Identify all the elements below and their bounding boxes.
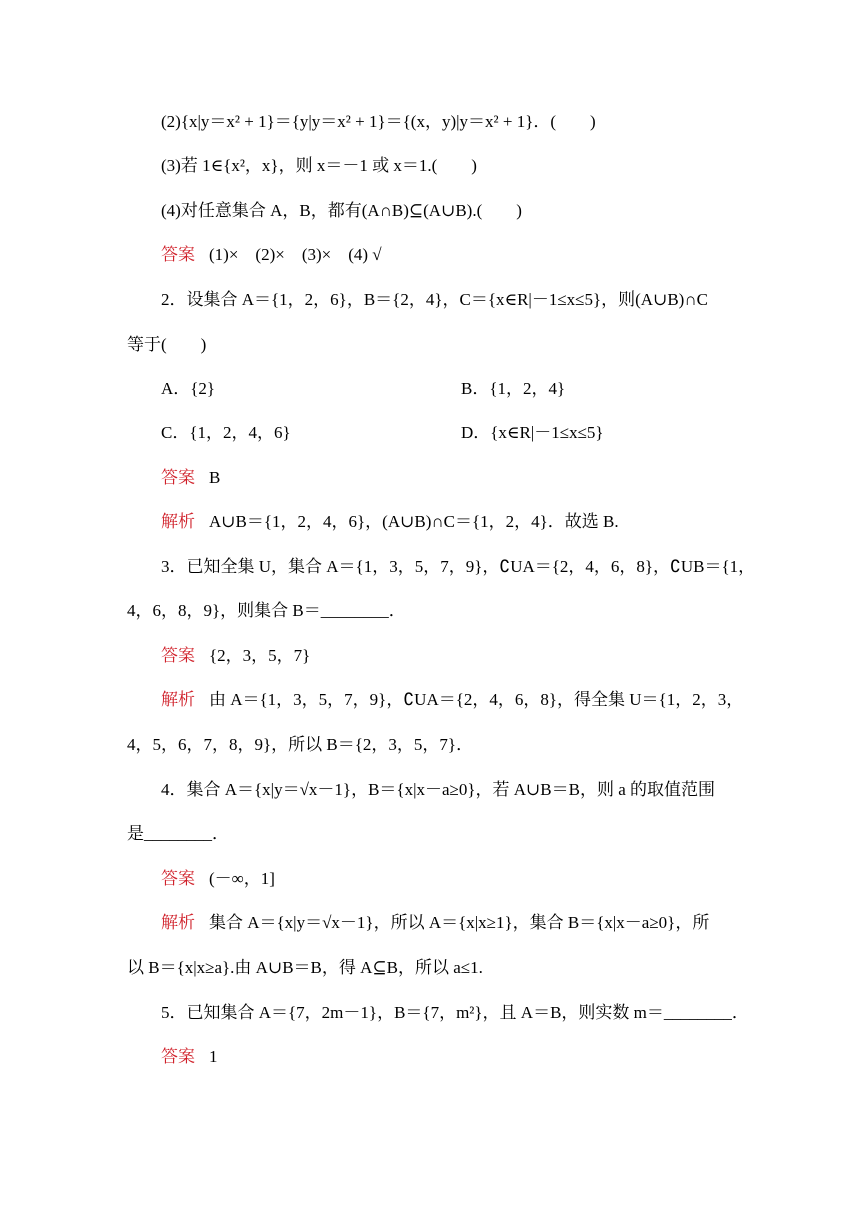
explanation-text: 集合 A＝{x|y＝√x－1}，所以 A＝{x|x≥1}，集合 B＝{x|x－a≥0}，所 — [209, 913, 710, 932]
answer-3 — [161, 644, 310, 668]
answer-label: 答案 — [161, 1047, 195, 1066]
question-2-line-1: 2．设集合 A＝{1，2，6}，B＝{2，4}，C＝{x∈R|－1≤x≤5}，则(A∪B)∩C — [127, 290, 708, 309]
answer-4 — [161, 867, 275, 891]
question-4-line-1: 4．集合 A＝{x|y＝√x－1}，B＝{x|x－a≥0}，若 A∪B＝B，则 a 的取值范围 — [127, 780, 716, 799]
explanation-label: 解析 — [161, 690, 195, 709]
answer-text: {2，3，5，7} — [209, 646, 311, 665]
answer-label: 答案 — [161, 245, 195, 264]
explanation-2 — [161, 510, 619, 534]
answer-label: 答案 — [161, 468, 195, 487]
explanation-text: 由 A＝{1，3，5，7，9}，∁UA＝{2，4，6，8}，得全集 U＝{1，2，3， — [209, 690, 744, 709]
option-a: A．{2} — [161, 379, 216, 398]
answer-5 — [161, 1045, 218, 1069]
explanation-3-line-1 — [161, 688, 743, 712]
question-3-line-2: 4，6，8，9}，则集合 B＝________． — [127, 601, 406, 620]
explanation-label: 解析 — [161, 913, 195, 932]
question-2-line-2: 等于( ) — [127, 335, 207, 354]
answer-text: B — [209, 468, 221, 487]
answer-1 — [161, 243, 382, 267]
answer-text: (－∞，1] — [209, 869, 275, 888]
explanation-4-line-1 — [161, 911, 709, 935]
explanation-4-line-2: 以 B＝{x|x≥a}.由 A∪B＝B，得 A⊆B，所以 a≤1. — [127, 958, 483, 977]
answer-label: 答案 — [161, 869, 195, 888]
answer-text: 1 — [209, 1047, 218, 1066]
option-d: D．{x∈R|－1≤x≤5} — [461, 423, 604, 442]
question-3-line-1: 3．已知全集 U，集合 A＝{1，3，5，7，9}，∁UA＝{2，4，6，8}，∁UB＝{1， — [127, 557, 756, 576]
answer-text: (1)× (2)× (3)× (4) √ — [209, 245, 382, 264]
explanation-3-line-2: 4，5，6，7，8，9}，所以 B＝{2，3，5，7}． — [127, 735, 474, 754]
question-1-part-4: (4)对任意集合 A，B，都有(A∩B)⊆(A∪B).( ) — [161, 201, 522, 220]
question-1-part-2: (2){x|y＝x² + 1}＝{y|y＝x² + 1}＝{(x，y)|y＝x² + 1}．( ) — [161, 112, 596, 131]
answer-2 — [161, 466, 220, 490]
explanation-label: 解析 — [161, 512, 195, 531]
question-5-line-1: 5．已知集合 A＝{7，2m－1}，B＝{7，m²}，且 A＝B，则实数 m＝________． — [127, 1003, 749, 1022]
question-1-part-3: (3)若 1∈{x²，x}，则 x＝－1 或 x＝1.( ) — [161, 156, 477, 175]
option-c: C．{1，2，4，6} — [161, 423, 291, 442]
answer-label: 答案 — [161, 646, 195, 665]
explanation-text: A∪B＝{1，2，4，6}，(A∪B)∩C＝{1，2，4}．故选 B. — [209, 512, 619, 531]
option-b: B．{1，2，4} — [461, 379, 566, 398]
question-4-line-2: 是________． — [127, 824, 229, 843]
